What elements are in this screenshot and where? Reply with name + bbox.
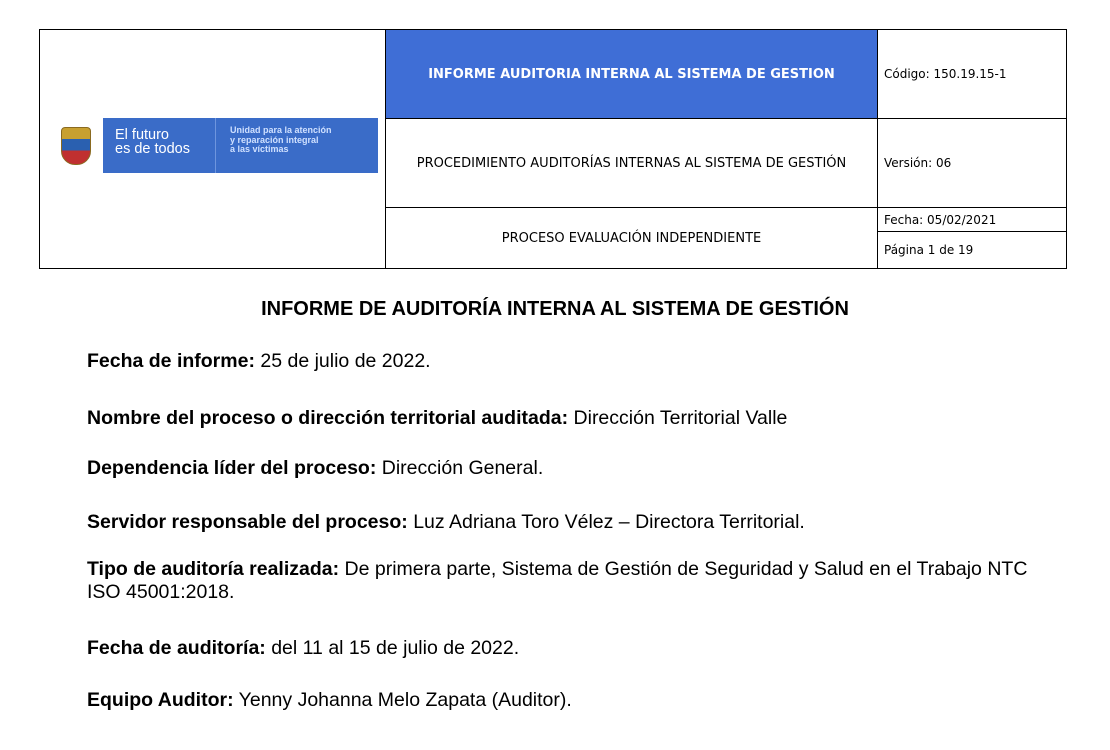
document-header-table	[39, 29, 1067, 269]
field-label: Fecha de auditoría:	[87, 637, 266, 659]
field-value: De primera parte, Sistema de Gestión de Seguridad y Salud en el Trabajo NTC ISO 45001:2018.	[87, 558, 1028, 603]
field-lead-department	[87, 457, 1032, 480]
field-audit-type	[87, 558, 1032, 604]
logo-brand	[103, 118, 215, 173]
field-label: Servidor responsable del proceso:	[87, 511, 408, 533]
process-cell: PROCESO EVALUACIÓN INDEPENDIENTE	[386, 208, 878, 268]
unit-line-3: a las víctimas	[230, 144, 289, 154]
field-label: Equipo Auditor:	[87, 689, 234, 711]
version-cell: Versión: 06	[878, 119, 1066, 208]
brand-line-1: El futuro	[115, 127, 169, 143]
field-audit-team	[87, 689, 1032, 712]
field-audit-date	[87, 637, 1032, 660]
field-report-date	[87, 350, 1032, 373]
logo-cell	[40, 30, 386, 268]
field-label: Tipo de auditoría realizada:	[87, 558, 340, 580]
field-value: Dirección Territorial Valle	[568, 407, 788, 429]
code-cell: Código: 150.19.15-1	[878, 30, 1066, 119]
field-value: 25 de julio de 2022.	[254, 350, 431, 372]
field-label: Fecha de informe:	[87, 350, 255, 372]
report-title-cell: INFORME AUDITORIA INTERNA AL SISTEMA DE GESTION	[386, 30, 878, 119]
unit-line-2: y reparación integral	[230, 134, 319, 145]
institution-logo	[48, 118, 378, 173]
field-process-name	[87, 407, 1032, 430]
field-value: Yenny Johanna Melo Zapata (Auditor).	[233, 689, 572, 711]
page-number-cell: Página 1 de 19	[884, 243, 974, 257]
field-value: Luz Adriana Toro Vélez – Directora Territorial.	[407, 511, 805, 533]
field-label: Dependencia líder del proceso:	[87, 457, 377, 479]
field-value: Dirección General.	[376, 457, 544, 479]
coat-of-arms-icon	[48, 118, 103, 173]
date-cell: Fecha: 05/02/2021	[878, 208, 1066, 232]
unit-line-1: Unidad para la atención	[230, 125, 332, 135]
field-value: del 11 al 15 de julio de 2022.	[265, 637, 520, 659]
field-responsible-officer	[87, 511, 1032, 534]
field-label: Nombre del proceso o dirección territorial auditada:	[87, 407, 569, 429]
procedure-cell: PROCEDIMIENTO AUDITORÍAS INTERNAS AL SISTEMA DE GESTIÓN	[386, 119, 878, 208]
brand-line-2: es de todos	[115, 141, 190, 157]
logo-unit-name	[215, 118, 378, 173]
document-title: INFORME DE AUDITORÍA INTERNA AL SISTEMA DE GESTIÓN	[261, 298, 849, 320]
